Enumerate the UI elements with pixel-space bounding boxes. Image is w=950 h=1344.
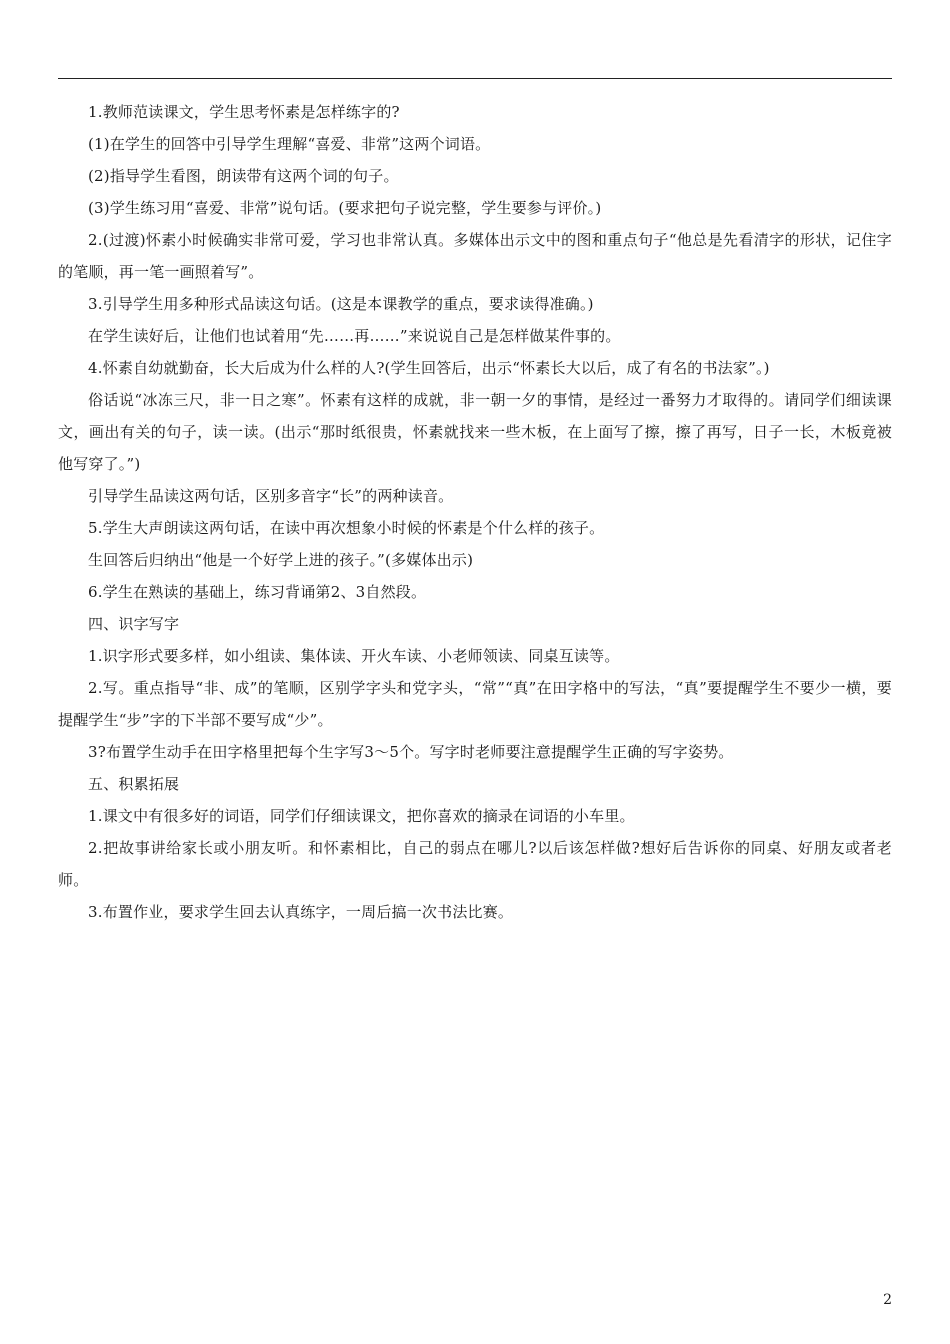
paragraph: 3.布置作业，要求学生回去认真练字，一周后搞一次书法比赛。 [88,903,514,921]
paragraph: (3)学生练习用“喜爱、非常”说句话。(要求把句子说完整，学生要参与评价。) [88,199,602,217]
paragraph: 俗话说“冰冻三尺，非一日之寒”。怀素有这样的成就，非一朝一夕的事情，是经过一番努力才取得的。请同学们细读课文，画出有关的句子，读一读。(出示“那时纸很贵，怀素就找来一些木板，在上面写了擦，擦了再写，日子一长，木板竟被他写穿了。”) [58,391,892,473]
paragraph: 5.学生大声朗读这两句话，在读中再次想象小时候的怀素是个什么样的孩子。 [88,519,605,537]
paragraph: 2.(过渡)怀素小时候确实非常可爱，学习也非常认真。多媒体出示文中的图和重点句子“他总是先看清字的形状，记住字的笔顺，再一笔一画照着写”。 [58,231,892,281]
paragraph: 2.写。重点指导“非、成”的笔顺，区别学字头和党字头，“常”“真”在田字格中的写法，“真”要提醒学生不要少一横，要提醒学生“步”字的下半部不要写成“少”。 [58,679,892,729]
section-heading: 四、识字写字 [88,615,180,633]
paragraph: 引导学生品读这两句话，区别多音字“长”的两种读音。 [88,487,454,505]
paragraph: 1.教师范读课文，学生思考怀素是怎样练字的? [88,103,400,121]
paragraph: 3?布置学生动手在田字格里把每个生字写3～5个。写字时老师要注意提醒学生正确的写字姿势。 [88,743,734,761]
section-heading: 五、积累拓展 [88,775,180,793]
page-number: 2 [883,1292,892,1308]
paragraph: 6.学生在熟读的基础上，练习背诵第2、3自然段。 [88,583,427,601]
paragraph: 1.识字形式要多样，如小组读、集体读、开火车读、小老师领读、同桌互读等。 [88,647,620,665]
paragraph: 2.把故事讲给家长或小朋友听。和怀素相比，自己的弱点在哪儿?以后该怎样做?想好后告诉你的同桌、好朋友或者老师。 [58,839,892,889]
paragraph: 3.引导学生用多种形式品读这句话。(这是本课教学的重点，要求读得准确。) [88,295,594,313]
paragraph: 生回答后归纳出“他是一个好学上进的孩子。”(多媒体出示) [88,551,474,569]
paragraph: (1)在学生的回答中引导学生理解“喜爱、非常”这两个词语。 [88,135,491,153]
paragraph: 4.怀素自幼就勤奋，长大后成为什么样的人?(学生回答后，出示“怀素长大以后，成了有名的书法家”。) [88,359,770,377]
paragraph: 1.课文中有很多好的词语，同学们仔细读课文，把你喜欢的摘录在词语的小车里。 [88,807,635,825]
header-rule [58,78,892,79]
document-body [58,96,892,928]
paragraph: (2)指导学生看图，朗读带有这两个词的句子。 [88,167,399,185]
paragraph: 在学生读好后，让他们也试着用“先……再……”来说说自己是怎样做某件事的。 [88,327,621,345]
